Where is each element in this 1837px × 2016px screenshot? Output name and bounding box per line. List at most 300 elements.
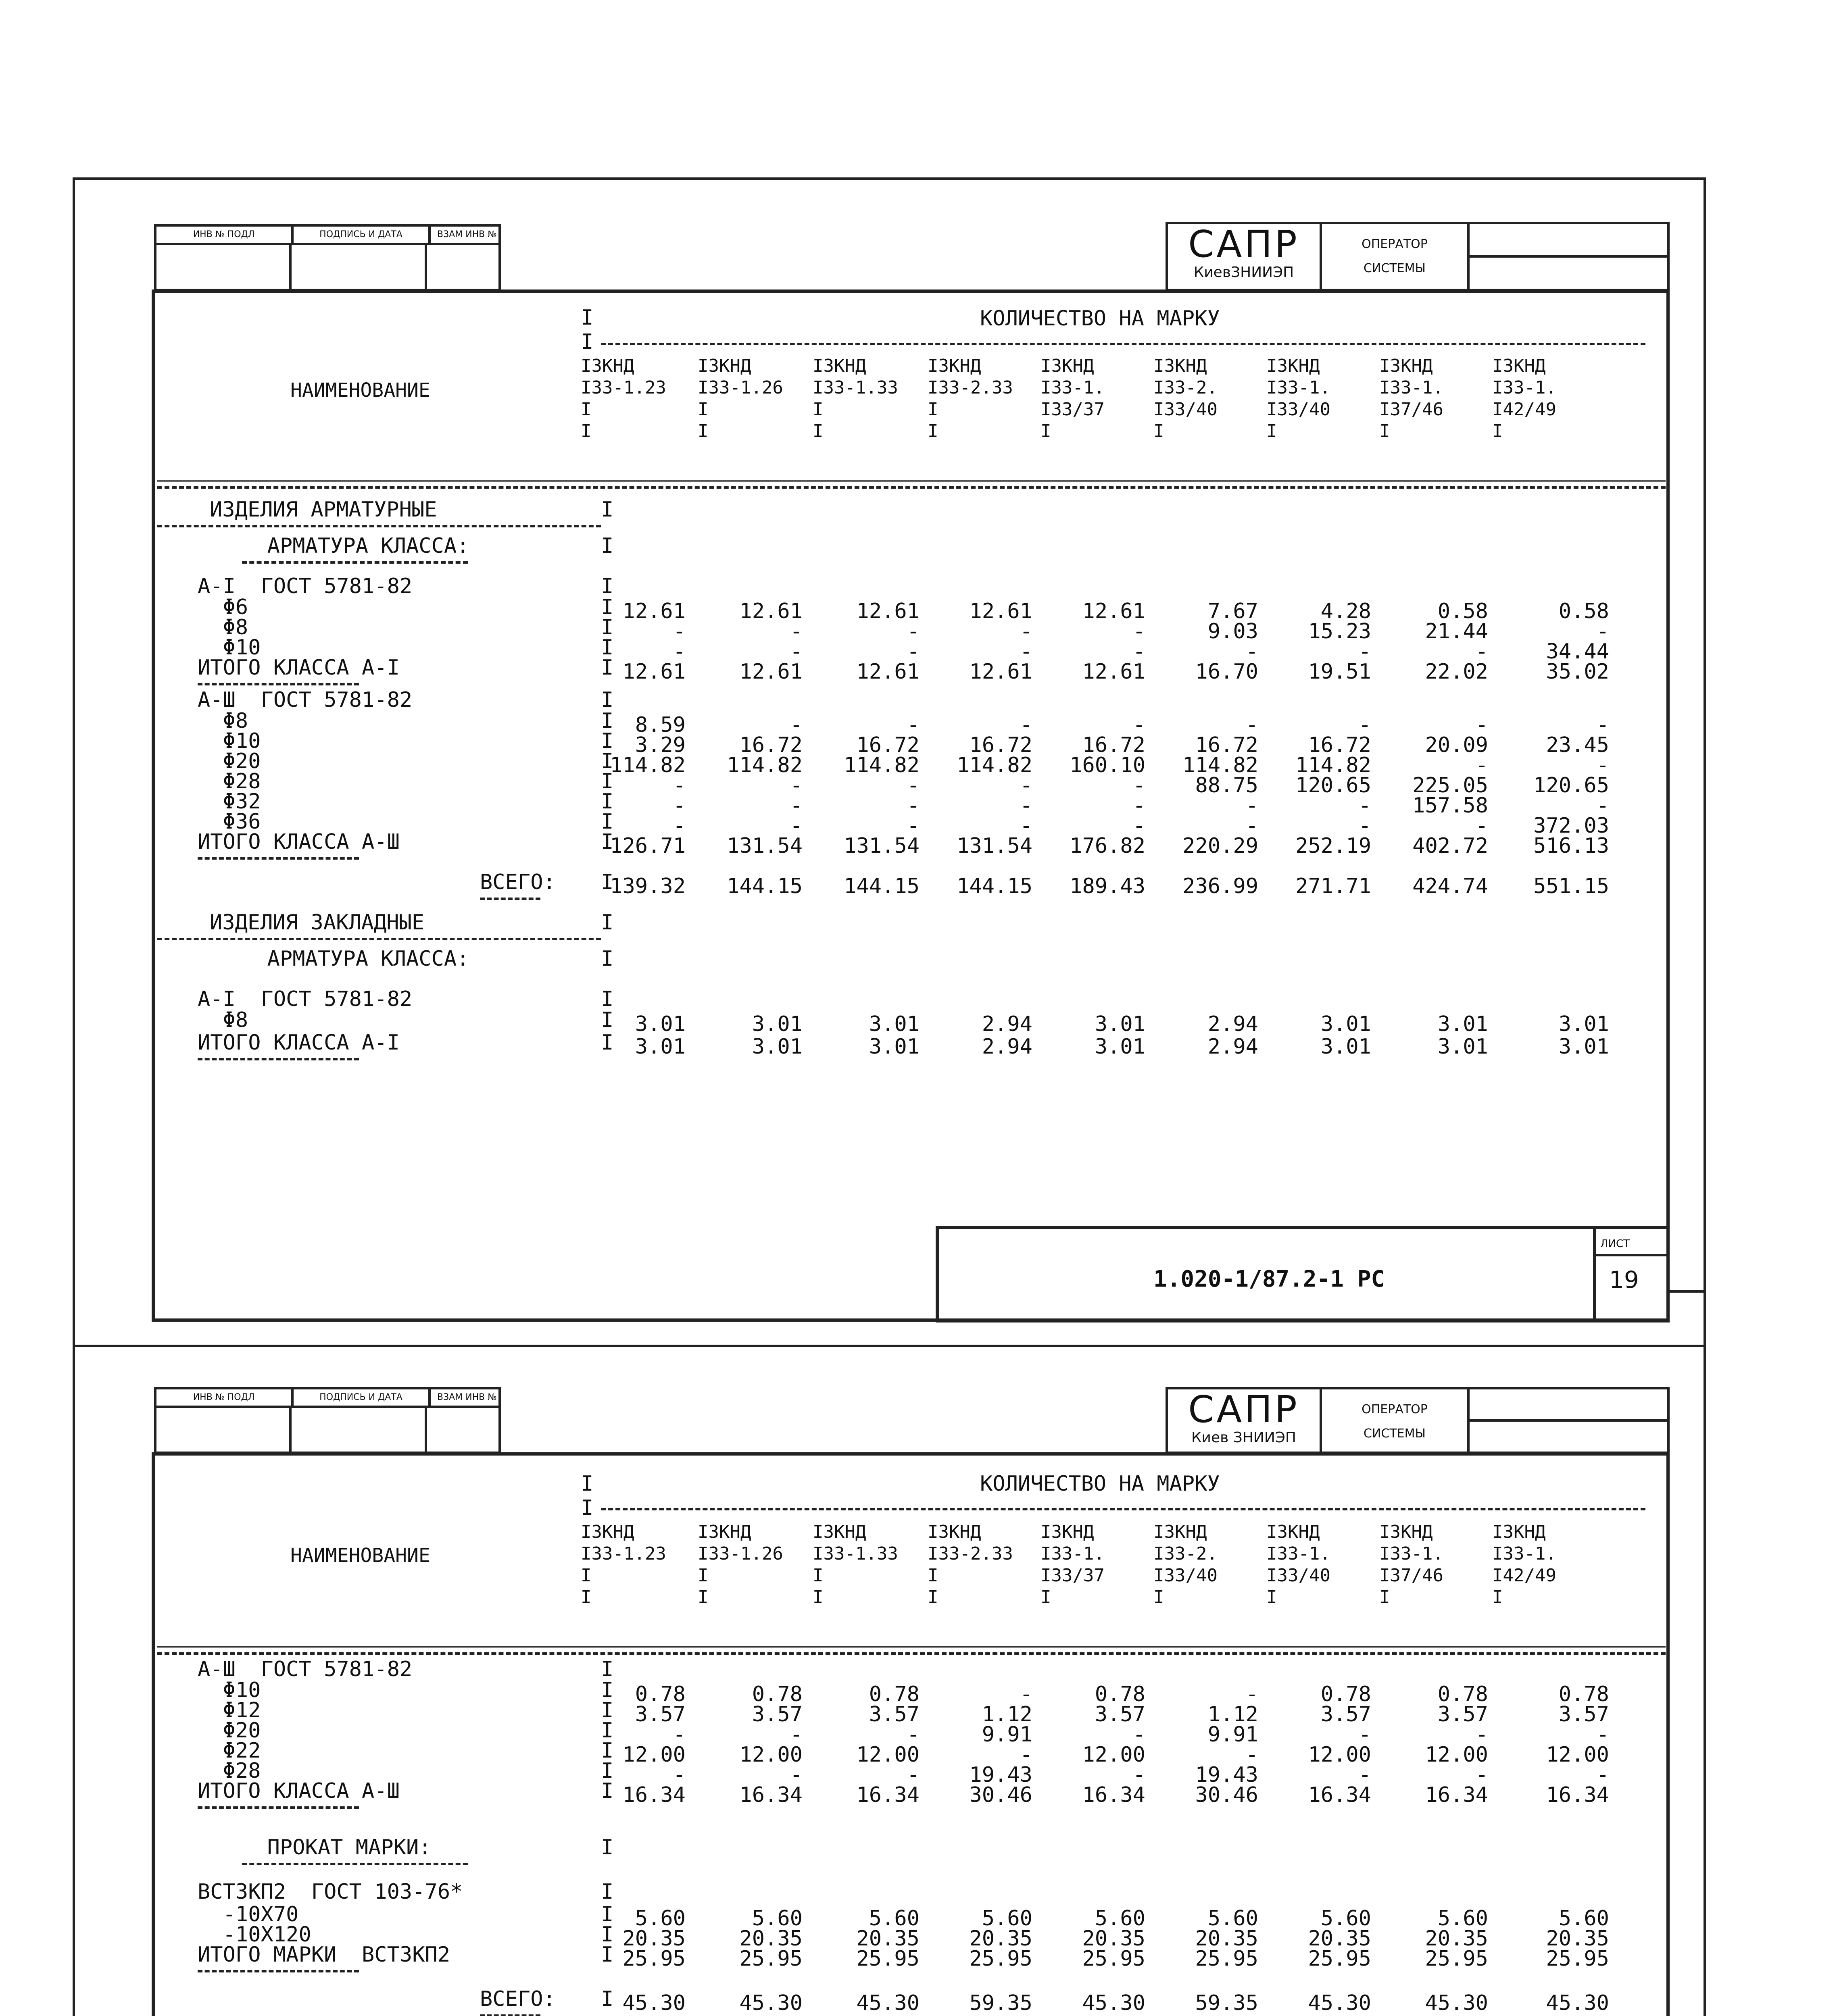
cell-value: 12.61 (1082, 599, 1145, 623)
col-marker: I (601, 910, 614, 935)
cell-value: 157.58 (1412, 793, 1488, 818)
column-header-line: I42/49 (1492, 399, 1556, 420)
row-label: Φ20 (198, 749, 261, 773)
cell-value: 16.34 (1546, 1783, 1609, 1807)
cell-value: 3.01 (1095, 1035, 1145, 1059)
col-marker: I (601, 534, 614, 558)
cell-value: 3.57 (1558, 1702, 1609, 1727)
cell-value: - (673, 793, 686, 818)
cell-value: 25.95 (1308, 1947, 1371, 1971)
column-header-marker: I (1266, 1587, 1277, 1608)
cell-value: 5.60 (1558, 1906, 1609, 1931)
cell-value: 45.30 (856, 1991, 920, 2015)
cell-value: - (790, 793, 803, 818)
row-dash (242, 1863, 468, 1865)
cell-value: 19.43 (969, 1763, 1032, 1787)
cell-value: 2.94 (982, 1035, 1032, 1059)
cell-value: - (1358, 1722, 1371, 1747)
column-header-marker: I (813, 421, 824, 442)
cell-value: 16.34 (622, 1783, 686, 1807)
col-marker: I (601, 830, 614, 854)
cell-value: 12.61 (622, 599, 686, 623)
cell-value: 16.70 (1195, 660, 1258, 684)
cell-value: 114.82 (957, 753, 1032, 777)
cell-value: 35.02 (1546, 660, 1609, 684)
col-marker: I (601, 1835, 614, 1860)
column-header-line: I33-1. (1379, 377, 1443, 398)
cell-value: 22.02 (1425, 660, 1488, 684)
header-dash (601, 343, 1645, 345)
cell-value: 3.57 (1320, 1702, 1371, 1727)
column-header-line: I33-1.23 (581, 1543, 666, 1564)
cell-value: 25.95 (1082, 1947, 1145, 1971)
column-header-marker: I (581, 1565, 592, 1586)
cell-value: 1.12 (1207, 1702, 1258, 1727)
column-header-line: I33-1.33 (813, 1543, 898, 1564)
sign-label-2: ПОДПИСЬ И ДАТА (294, 1389, 431, 1406)
column-header-marker: I (698, 1587, 709, 1608)
cell-value: 16.34 (1082, 1783, 1145, 1807)
cell-value: 12.00 (1082, 1743, 1145, 1767)
cell-value: 2.94 (1207, 1035, 1258, 1059)
cell-value: - (1132, 814, 1145, 838)
column-header-marker: I (928, 1565, 938, 1586)
row-label: Φ32 (198, 789, 261, 814)
row-label: ИТОГО КЛАССА А-Ш (198, 830, 400, 854)
cell-value: 12.00 (622, 1743, 686, 1767)
col-marker: I (601, 810, 614, 834)
column-header-line: I42/49 (1492, 1565, 1556, 1586)
cell-value: 8.59 (635, 713, 686, 737)
column-header-line: I37/46 (1379, 399, 1443, 420)
column-header-marker: I (928, 399, 938, 420)
cell-value: 16.34 (1308, 1783, 1371, 1807)
cell-value: 114.82 (1182, 753, 1258, 777)
row-label: Φ10 (198, 1678, 261, 1702)
header-separator-19 (157, 480, 1666, 489)
cell-value: 144.15 (727, 874, 803, 898)
col-marker: I (601, 635, 614, 660)
col-marker: I (601, 1698, 614, 1722)
col-marker: I (601, 1902, 614, 1926)
cell-value: 2.94 (982, 1012, 1032, 1036)
column-header-line: I33-1. (1379, 1543, 1443, 1564)
cell-value: 120.65 (1295, 773, 1371, 798)
cell-value: 12.00 (739, 1743, 803, 1767)
cell-value: 25.95 (622, 1947, 686, 1971)
cell-value: 3.57 (1095, 1702, 1145, 1727)
cell-value: 16.72 (969, 733, 1032, 757)
inv-label-2: ИНВ № ПОДЛ (156, 1389, 294, 1406)
row-label: Φ10 (198, 729, 261, 753)
header-separator-20 (157, 1646, 1666, 1655)
column-header-line: I33/40 (1266, 1565, 1330, 1586)
row-label: Φ22 (198, 1739, 261, 1763)
column-header-line: I3КНД (1153, 1522, 1207, 1542)
column-header-marker: I (698, 1565, 709, 1586)
cell-value: 3.01 (1437, 1012, 1488, 1036)
column-header-line: I33-1.23 (581, 377, 666, 398)
col-marker: I (601, 709, 614, 733)
row-label: А-I ГОСТ 5781-82 (198, 987, 413, 1011)
cell-value: - (673, 1722, 686, 1747)
row-label: А-I ГОСТ 5781-82 (198, 574, 413, 598)
cell-value: 5.60 (1437, 1906, 1488, 1931)
cell-value: 20.09 (1425, 733, 1488, 757)
row-label: ВСТ3КП2 ГОСТ 103-76* (198, 1880, 463, 1904)
stamp-boxes (154, 244, 501, 291)
cell-value: 3.01 (1320, 1035, 1371, 1059)
cell-value: 516.13 (1533, 834, 1609, 858)
column-header-line: I3КНД (1266, 1522, 1320, 1542)
column-header-marker: I (813, 1565, 824, 1586)
column-header-marker: I (1379, 1587, 1390, 1608)
cell-value: 59.35 (1195, 1991, 1258, 2015)
cell-value: 0.78 (635, 1682, 686, 1706)
cell-value: 20.35 (622, 1926, 686, 1951)
systems-label: СИСТЕМЫ (1364, 261, 1426, 275)
cell-value: 126.71 (610, 834, 686, 858)
cell-value: - (1020, 773, 1032, 798)
page-divider (73, 1345, 1706, 1347)
cell-value: 0.78 (1320, 1682, 1371, 1706)
row-dash (198, 1806, 359, 1809)
col-marker: I (601, 947, 614, 971)
page-left-border (73, 177, 75, 2016)
cell-value: - (1020, 793, 1032, 818)
column-header-line: I33-2.33 (928, 1543, 1013, 1564)
cell-value: 5.60 (635, 1906, 686, 1931)
cell-value: 12.00 (1546, 1743, 1609, 1767)
cell-value: 2.94 (1207, 1012, 1258, 1036)
row-label: АРМАТУРА КЛАССА: (242, 947, 469, 971)
cell-value: - (790, 773, 803, 798)
cell-value: - (907, 1763, 920, 1787)
cell-value: - (1358, 814, 1371, 838)
cell-value: - (1245, 1682, 1258, 1706)
column-header-marker: I (928, 421, 938, 442)
col-marker: I (601, 1657, 614, 1681)
row-label: Φ28 (198, 769, 261, 793)
cell-value: 12.61 (969, 599, 1032, 623)
row-label: ИТОГО МАРКИ ВСТ3КП2 (198, 1943, 450, 1967)
cell-value: 3.01 (752, 1012, 803, 1036)
cell-value: 34.44 (1546, 639, 1609, 664)
cell-value: 114.82 (1295, 753, 1371, 777)
cell-value: 139.32 (610, 874, 686, 898)
sapr-title: САПР (1188, 223, 1299, 266)
col-marker: I (601, 1031, 614, 1055)
cell-value: 160.10 (1070, 753, 1145, 777)
cell-value: 25.95 (1195, 1947, 1258, 1971)
cell-value: 120.65 (1533, 773, 1609, 798)
cell-value: 12.00 (1308, 1743, 1371, 1767)
row-label: ПРОКАТ МАРКИ: (242, 1835, 432, 1860)
cell-value: 1.12 (982, 1702, 1032, 1727)
cell-value: 12.61 (739, 599, 803, 623)
column-header-line: I33-1.26 (698, 1543, 783, 1564)
column-header-line: I33-2. (1153, 377, 1218, 398)
column-header-marker: I (813, 1587, 824, 1608)
col-marker: I (601, 1880, 614, 1904)
col-marker: I (601, 789, 614, 814)
cell-value: 12.00 (856, 1743, 920, 1767)
cell-value: - (1358, 793, 1371, 818)
cell-value: - (1475, 639, 1488, 664)
cell-value: 3.01 (752, 1035, 803, 1059)
header-col-marker: I (581, 1496, 594, 1520)
cell-value: 9.03 (1207, 619, 1258, 644)
column-header-line: I3КНД (1153, 356, 1207, 376)
cell-value: 12.61 (856, 660, 920, 684)
row-label: ВСЕГО: (480, 1987, 556, 2011)
column-header-marker: I (1379, 421, 1390, 442)
sign-label: ПОДПИСЬ И ДАТА (294, 227, 431, 243)
cell-value: 3.01 (869, 1035, 920, 1059)
cell-value: - (673, 639, 686, 664)
cell-value: - (1020, 639, 1032, 664)
column-header-line: I3КНД (813, 1522, 866, 1542)
cell-value: - (907, 773, 920, 798)
cell-value: 176.82 (1070, 834, 1145, 858)
cell-value: - (907, 713, 920, 737)
row-dash (198, 1970, 359, 1972)
cell-value: 19.51 (1308, 660, 1371, 684)
cell-value: 3.57 (1437, 1702, 1488, 1727)
cell-value: 12.61 (1082, 660, 1145, 684)
cell-value: 16.34 (856, 1783, 920, 1807)
page-right-border (1704, 177, 1706, 2016)
cell-value: 20.35 (739, 1926, 803, 1951)
cell-value: - (1475, 753, 1488, 777)
row-label: ВСЕГО: (480, 870, 556, 894)
col-marker: I (601, 769, 614, 793)
column-header-line: I3КНД (928, 356, 981, 376)
cell-value: 3.01 (1320, 1012, 1371, 1036)
col-marker: I (601, 1922, 614, 1947)
cell-value: 0.78 (1095, 1682, 1145, 1706)
cell-value: - (1475, 713, 1488, 737)
cell-value: 7.67 (1207, 599, 1258, 623)
cell-value: 25.95 (856, 1947, 920, 1971)
cell-value: - (907, 814, 920, 838)
title-block-list-divider (1593, 1254, 1670, 1256)
cell-value: - (1020, 619, 1032, 644)
cell-value: 25.95 (1425, 1947, 1488, 1971)
cell-value: 16.72 (1308, 733, 1371, 757)
row-dash (198, 857, 359, 860)
cell-value: 131.54 (957, 834, 1032, 858)
cell-value: 131.54 (727, 834, 803, 858)
cell-value: 114.82 (610, 753, 686, 777)
cell-value: 144.15 (957, 874, 1032, 898)
column-header-marker: I (581, 1587, 592, 1608)
cell-value: - (1245, 639, 1258, 664)
column-header-line: I33-1. (1040, 1543, 1105, 1564)
column-header-marker: I (698, 421, 709, 442)
cell-value: 45.30 (1546, 1991, 1609, 2015)
cell-value: - (1020, 814, 1032, 838)
column-header-line: I3КНД (1266, 356, 1320, 376)
cell-value: - (673, 1763, 686, 1787)
row-dash (198, 683, 359, 685)
cell-value: 9.91 (1207, 1722, 1258, 1747)
row-label: Φ36 (198, 810, 261, 834)
cell-value: - (1358, 1763, 1371, 1787)
cell-value: 12.00 (1425, 1743, 1488, 1767)
col-marker: I (601, 498, 614, 522)
cell-value: - (1132, 619, 1145, 644)
cell-value: - (673, 619, 686, 644)
cell-value: - (1132, 1722, 1145, 1747)
cell-value: 59.35 (969, 1991, 1032, 2015)
operator-label: ОПЕРАТОР (1362, 237, 1428, 251)
row-label: АРМАТУРА КЛАССА: (242, 534, 469, 558)
column-header-line: I3КНД (581, 356, 634, 376)
col-marker: I (601, 656, 614, 680)
row-label: Φ6 (198, 595, 248, 619)
cell-value: 16.72 (739, 733, 803, 757)
col-marker: I (601, 1718, 614, 1743)
cell-value: 25.95 (969, 1947, 1032, 1971)
cell-value: 23.45 (1546, 733, 1609, 757)
cell-value: - (1020, 1743, 1032, 1767)
cell-value: 220.29 (1182, 834, 1258, 858)
column-header-marker: I (581, 399, 592, 420)
row-label: ИТОГО КЛАССА А-Ш (198, 1779, 400, 1803)
sapr-org: КиевЗНИИЭП (1193, 264, 1294, 281)
column-header-line: I33-1.26 (698, 377, 783, 398)
cell-value: 88.75 (1195, 773, 1258, 798)
row-label: А-Ш ГОСТ 5781-82 (198, 1657, 413, 1681)
row-label: ИЗДЕЛИЯ АРМАТУРНЫЕ (210, 498, 437, 522)
cell-value: 12.61 (622, 660, 686, 684)
qty-header-2: КОЛИЧЕСТВО НА МАРКУ (980, 1472, 1220, 1496)
column-header-marker: I (1153, 1587, 1164, 1608)
col-marker: I (601, 870, 614, 894)
page-top-border (73, 177, 1706, 180)
column-header-line: I3КНД (813, 356, 866, 376)
row-label: Φ8 (198, 1008, 248, 1032)
col-marker: I (601, 595, 614, 619)
cell-value: 3.57 (869, 1702, 920, 1727)
cell-value: - (1475, 1722, 1488, 1747)
column-header-line: I3КНД (1040, 356, 1094, 376)
column-header-marker: I (581, 421, 592, 442)
cell-value: 9.91 (982, 1722, 1032, 1747)
column-header-marker: I (1153, 421, 1164, 442)
header-dash-2 (601, 1508, 1645, 1510)
cell-value: 20.35 (1425, 1926, 1488, 1951)
cell-value: 12.61 (739, 660, 803, 684)
cell-value: 114.82 (727, 753, 803, 777)
cell-value: 0.78 (1558, 1682, 1609, 1706)
column-header-marker: I (928, 1587, 938, 1608)
cell-value: - (907, 639, 920, 664)
cell-value: - (907, 1722, 920, 1747)
stamp-row (154, 224, 501, 245)
row-label: Φ8 (198, 709, 248, 733)
column-header-line: I3КНД (1492, 1522, 1546, 1542)
cell-value: 225.05 (1412, 773, 1488, 798)
systems-label-2: СИСТЕМЫ (1364, 1427, 1426, 1441)
cell-value: 3.01 (869, 1012, 920, 1036)
row-dash (480, 2014, 540, 2016)
cell-value: 4.28 (1320, 599, 1371, 623)
cell-value: 20.35 (1546, 1926, 1609, 1951)
cell-value: - (1245, 1743, 1258, 1767)
col-marker: I (601, 688, 614, 712)
cell-value: 3.01 (1437, 1035, 1488, 1059)
column-header-line: I33/37 (1040, 399, 1105, 420)
cell-value: - (790, 619, 803, 644)
column-header-line: I3КНД (698, 1522, 751, 1542)
cell-value: 402.72 (1412, 834, 1488, 858)
col-marker: I (601, 615, 614, 639)
cell-value: 45.30 (1082, 1991, 1145, 2015)
cell-value: - (1132, 713, 1145, 737)
list-label-19: ЛИСТ (1600, 1238, 1630, 1250)
cell-value: 131.54 (844, 834, 920, 858)
row-label: -10Х120 (198, 1922, 311, 1947)
qty-header: КОЛИЧЕСТВО НА МАРКУ (980, 306, 1220, 331)
cell-value: 5.60 (1207, 1906, 1258, 1931)
col-marker: I (601, 1008, 614, 1032)
cell-value: - (1358, 639, 1371, 664)
col-marker: I (601, 1759, 614, 1783)
cell-value: 16.34 (1425, 1783, 1488, 1807)
name-header: НАИМЕНОВАНИЕ (290, 379, 430, 402)
cell-value: 45.30 (622, 1991, 686, 2015)
cell-value: 3.57 (635, 1702, 686, 1727)
column-header-line: I3КНД (581, 1522, 634, 1542)
column-header-line: I33/40 (1153, 399, 1218, 420)
cell-value: 0.78 (752, 1682, 803, 1706)
cell-value: 3.01 (635, 1035, 686, 1059)
cell-value: - (1132, 1763, 1145, 1787)
sapr-block-2 (1166, 1387, 1670, 1454)
cell-value: - (790, 639, 803, 664)
cell-value: 252.19 (1295, 834, 1371, 858)
col-marker: I (601, 749, 614, 773)
cell-value: 25.95 (739, 1947, 803, 1971)
row-label: ИТОГО КЛАССА А-I (198, 656, 400, 680)
doc-code-19: 1.020-1/87.2-1 PC (1153, 1266, 1385, 1292)
row-dash (157, 525, 601, 527)
column-header-marker: I (1492, 1587, 1503, 1608)
row-dash (157, 938, 601, 940)
cell-value: - (790, 1722, 803, 1747)
cell-value: - (1132, 639, 1145, 664)
vzam-label-2: ВЗАМ ИНВ № (437, 1392, 497, 1402)
column-header-line: I33-1. (1492, 377, 1556, 398)
cell-value: 3.01 (1558, 1035, 1609, 1059)
cell-value: 20.35 (856, 1926, 920, 1951)
row-label: Φ20 (198, 1718, 261, 1743)
sapr-block (1166, 222, 1670, 291)
cell-value: - (1475, 1763, 1488, 1787)
vzam-label: ВЗАМ ИНВ № (437, 229, 497, 240)
cell-value: 3.01 (1095, 1012, 1145, 1036)
cell-value: 189.43 (1070, 874, 1145, 898)
column-header-line: I33/37 (1040, 1565, 1105, 1586)
col-marker: I (601, 1943, 614, 1967)
row-label: ИТОГО КЛАССА А-I (198, 1031, 400, 1055)
cell-value: 551.15 (1533, 874, 1609, 898)
column-header-line: I3КНД (928, 1522, 981, 1542)
column-header-line: I33/40 (1153, 1565, 1218, 1586)
cell-value: 25.95 (1546, 1947, 1609, 1971)
